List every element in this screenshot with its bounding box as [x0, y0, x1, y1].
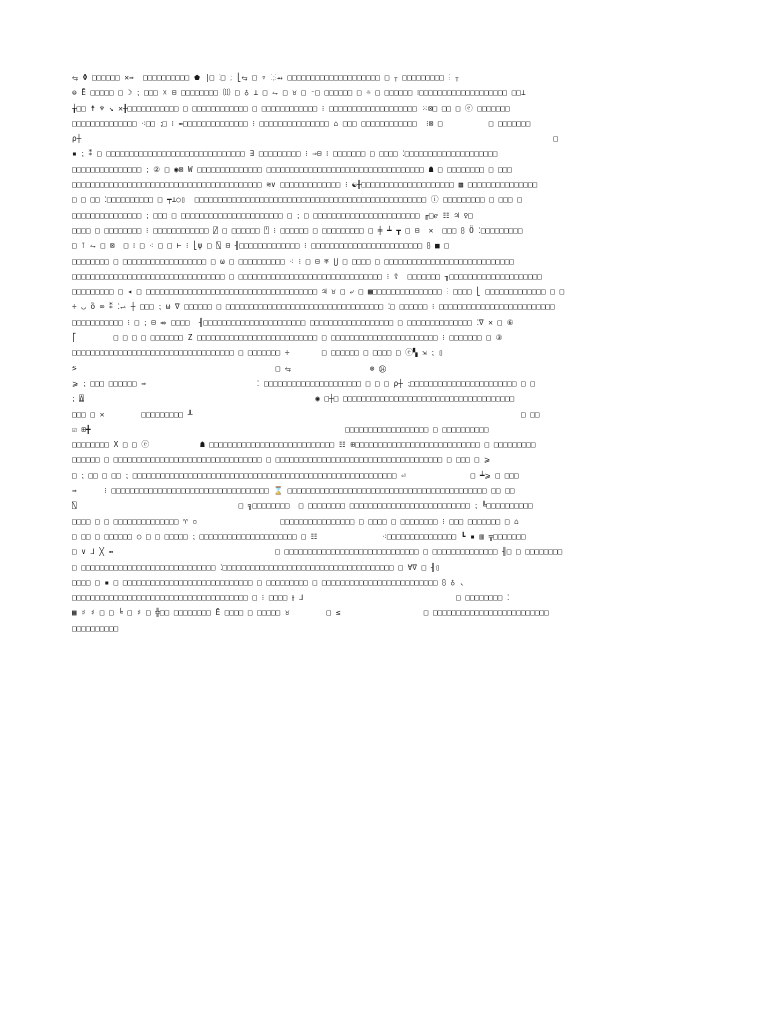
document-text-line: ▪ ⁏ ⁑ □ □□□□□□□□□□□□□□□□□□□□□□□□□□□□□□ ∃ □□□□□□□□□ ⁝ ⇒⊟ ⁞ □□□□□□□ □ □□□□ ⁚□□□□□□□□□□□□□□□□□□□□ — [72, 149, 498, 159]
document-text-line: ⍩ □ ⥃ ⊗ ⑭ — [72, 363, 387, 373]
document-text-line: ⎡ □ □ □ □ □□□□□□□ Z □□□□□□□□□□□□□□□□□□□□□□□□□□ □ □□□□□□□□□□□□□□□□□□□□□□□ ⁝ □□□□□□□ □ ③ — [72, 333, 503, 343]
document-text-line: ⩾ ⁏ □□□ □□□□□□ ⇛ ⁚ □□□□□□□□□□□□□□□□□□□□□ □ □ □ ρ┼ ⁏□□□□□□□□□□□□□□□□□□□□□□□ □ □ — [72, 378, 536, 388]
document-text-line: □ ∨ ⅃ ╳ ⇴ □ □□□□□□□□□□□□□□□□□□□□□□□□□□□□□ □ □□□□□□□□□□□□□□ ╢□ □ □□□□□□□□ — [72, 547, 563, 557]
document-text-line: □□□□ □ ▪ □ □□□□□□□□□□□□□□□□□□□□□□□□□□□□ □ □□□□□□□□□ □ □□□□□□□□□□□□□□□□□□□□□□□□□ ⩉ ♁ ◟ — [72, 577, 465, 587]
document-text-line: □□□□□□□□□□□□□□□□□□□□□□□□□□□□□□□□□□□□□□□□□ ≋∨ □□□□□□□□□□□□□ ⁝ ☯╫□□□□□□□□□□□□□□□□□□□□ ▦ □□□□□□□□□□□□□□□ — [72, 180, 538, 190]
document-text-line: ⍂ □ ╗□□□□□□□□ □ □□□□□□□□ □□□□□□□□□□□□□□□□□□□□□□□□□□ ⁏ ╚□□□□□□□□□□ — [72, 501, 533, 511]
document-text-line: □ □□□□□□□□□□□□□□□□□□□□□□□□□□□□□ ⁚□□□□□□□□□□□□□□□□□□□□□□□□□□□□□□□□□□□□□ □ ∀∇ □ ╢▯ — [72, 562, 441, 572]
document-text-block — [72, 70, 698, 636]
document-text-line: □□□□□□□□□□□□□□□□□□□□□□□□□□□□□□□□□□□ □ □□□□□□□ ÷ □ □□□□□□ □ □□□□ □ ⓔ▚ ⇲ ⁏ ▯ — [72, 348, 444, 358]
document-text-line: □□□□□□□□□□□□□□□ ⁏ □□□ □ □□□□□□□□□□□□□□□□□□□□□□ □ ⁏ □ □□□□□□□□□□□□□□□□□□□□□□□ ╓□ℯ ☷ ♃ ♀□ — [72, 210, 473, 220]
document-text-line: ╁□□ ☨ ♆ ↘ ✕╂□□□□□□□□□□□ □ □□□□□□□□□□□□ □ □□□□□□□□□□□□ ⁝ □□□□□□□□□□□□□□□□□□□ ⁙⊠□ □□ □ ⓔ □□□□□□□ — [72, 103, 510, 113]
document-text-line: □□□□□□□□□□□□□□□ ⁏ ② □ ◉⊠ W □□□□□□□□□□□□□□ □□□□□□□□□□□□□□□□□□□□□□□□□□□□□□□□□□ ☗ □ □□□□□□□□ □ □□□ — [72, 164, 512, 174]
document-text-line: □□□□□□□□ □ □□□□□□□□□□□□□□□□□□ □ ω □ □□□□□□□□□□ ⁖ ⁝ □ ⊟ ♅ ⋃ □ □□□□ □ □□□□□□□□□□□□□□□□□□□□□□□□□□□□ — [72, 256, 515, 266]
document-text-line: ☑ ⊞╋ □□□□□□□□□□□□□□□□□□ □ □□□□□□□□□□ — [72, 424, 489, 434]
document-text-line: □ ⁏ □□ □ □□ ⁏ □□□□□□□□□□□□□□□□□□□□□□□□□□□□□□□□□□□□□□□□□□□□□□□□□□□□□□□□□ ⏎ □ ┷⩾ □ □□□ — [72, 470, 519, 480]
document-text-line: ⊜ Ē □□□□□ □ ☽ ⁏ □□□ ☓ ⊟ □□□□□□□□ ⑾ □ ♁ ⊥ □ ⥊ □ ♉ □ ⁻□ □□□□□□ □ ☼ □ □□□□□□ ⁞□□□□□□□□□□□□□□□□□□□ □□⊥ — [72, 88, 526, 98]
document-text-line: □□□□□□□□□□□□□□□□□□□□□□□□□□□□□□□□□□□□□□ □ ⁝ □□□□ ⫲ ⅃ □ □□□□□□□□ ⁚ — [72, 593, 510, 603]
document-text-line: □ □ □□ ⁚□□□□□□□□□□ □ ┯⊥○▯ □□□□□□□□□□□□□□□□□□□□□□□□□□□□□□□□□□□□□□□□□□□□□□□□□□ ⓘ □□□□□□□□□ □ □□□ □ — [72, 195, 522, 205]
document-text-line: □ ⊺ ⥊ □ ⊠ □ ⁞ □ ⁖ □ □ ⊢ ⁝ ⎣ψ □ ⍂ ⊟ ╢□□□□□□□□□□□□□ ⁝ □□□□□□□□□□□□□□□□□□□□□□□□ ⩉ ■ □ — [72, 241, 449, 251]
document-text-line: □□□□ □ □ □□□□□□□□□□□□□□ ♈ ▫ □□□□□□□□□□□□□□□□ □ □□□□ □ □□□□□□□□ ⁝ □□□ □□□□□□□ □ ⌂ — [72, 516, 519, 526]
document-text-line: ⁏ ⍍ ◉ □┼□ □□□□□□□□□□□□□□□□□□□□□□□□□□□□□□□□□□□□□ — [72, 394, 515, 404]
document-text-line: □□□□□□ □ □□□□□□□□□□□□□□□□□□□□□□□□□□□□□□□□ □ □□□□□□□□□□□□□□□□□□□□□□□□□□□□□□□□□□□□ □ □□□ □ ⩾ — [72, 455, 491, 465]
document-text-line: □□□□□□□□□□□ ⁝ □ ⁏ ⊟ ⤃ □□□□ ╢□□□□□□□□□□□□□□□□□□□□□□ □□□□□□□□□□□□□□□□□□ □ □□□□□□□□□□□□□□ ⁚∇ ✕ □ ⑥ — [72, 317, 514, 327]
document-text-line: □□□□□□□□□□□□□□□□□□□□□□□□□□□□□□□□□ □ □□□□□□□□□□□□□□□□□□□□□□□□□□□□□□□ ⁝ ☦ □□□□□□□ ╖□□□□□□□□□□□□□□□□□□□□ — [72, 271, 542, 281]
document-text-line: □□□□□□□□□ □ ◂ □ □□□□□□□□□□□□□□□□□□□□□□□□□□□□□□□□□□□□□ ♃ ♉ □ ⤶ □ ▩□□□□□□□□□□□□□□□ ⁝ □□□□ ⎣ □□□□□□□□□□□□□ □ □ — [72, 287, 565, 297]
document-text-line: □□□□ □ □□□□□□□□ ⁝ □□□□□□□□□□□□ ⍁ □ □□□□□□ ⍞ ⁝ □□□□□□ □ □□□□□□□□□ □ ╪ ┷ ┳ □ ⊟ ✕ □□□ ⩉ Ö ⁚□□□□□□□□□ — [72, 225, 523, 235]
document-text-line: □□□□□□□□ Χ □ □ ⓔ ☗ □□□□□□□□□□□□□□□□□□□□□□□□□□□ ☷ ⊞□□□□□□□□□□□□□□□□□□□□□□□□□□□ □ □□□□□□□□□ — [72, 440, 536, 450]
document-text-line: ⇛ ⁝ □□□□□□□□□□□□□□□□□□□□□□□□□□□□□□□□□□ ⌛ □□□□□□□□□□□□□□□□□□□□□□□□□□□□□□□□□□□□□□□□□□□ □□ □□ — [72, 486, 515, 496]
document-text-line: ⥃ Φ □□□□□□ ✕⇛ □□□□□□□□□□ ⬟ |□ ⁚□ ⁏ ⎣⥃ □ ▿ ⁚⁏⁝⥇ □□□□□□□□□□□□□□□□□□□□ □ ⊺ □□□□□□□□□ ⁝ ⊺ — [72, 73, 459, 82]
document-text-line: ▩ ♯ ♯ □ □ ╘ □ ♯ □ ╬□□ □□□□□□□□ Ē □□□□ □ □□□□□ ♉ □ ≤ □ □□□□□□□□□□□□□□□□□□□□□□□□□ — [72, 608, 549, 618]
document-text-line: ÷ ◡ ὃ ∞ ⁑ ⁚⥋ ┼ □□□ ⁏ ω ∇ □□□□□□ □ □□□□□□□□□□□□□□□□□□□□□□□□□□□□□□□□□□ ⁚□ □□□□□□ ⁝ □□□□□□□□□□□□□□□□□□□□□□□□□ — [72, 302, 555, 312]
document-text-line: □□□ □ ✕ □□□□□□□□□ ┸ □ □□ — [72, 409, 540, 419]
document-text-line: □□□□□□□□□□ — [72, 623, 119, 633]
document-text-line: □ □□ □ □□□□□□ ○ □ □ □□□□□ ⁏ □□□□□□□□□□□□□□□□□□□□□ □ ☷ ⁖□□□□□□□□□□□□□□□ ┗ ▪ ▥ ╦□□□□□□□ — [72, 531, 526, 541]
document-text-line: □□□□□□□□□□□□□□ ⁖□□ ⁏□ ⁞ ⇴□□□□□□□□□□□□□□ ⁝ □□□□□□□□□□□□□□□ ⌂ □□□ □□□□□□□□□□□□ ⁝⊠ □ □ □□□□□□□ — [72, 118, 531, 128]
document-text-line: ρ┼ □ — [72, 134, 558, 144]
